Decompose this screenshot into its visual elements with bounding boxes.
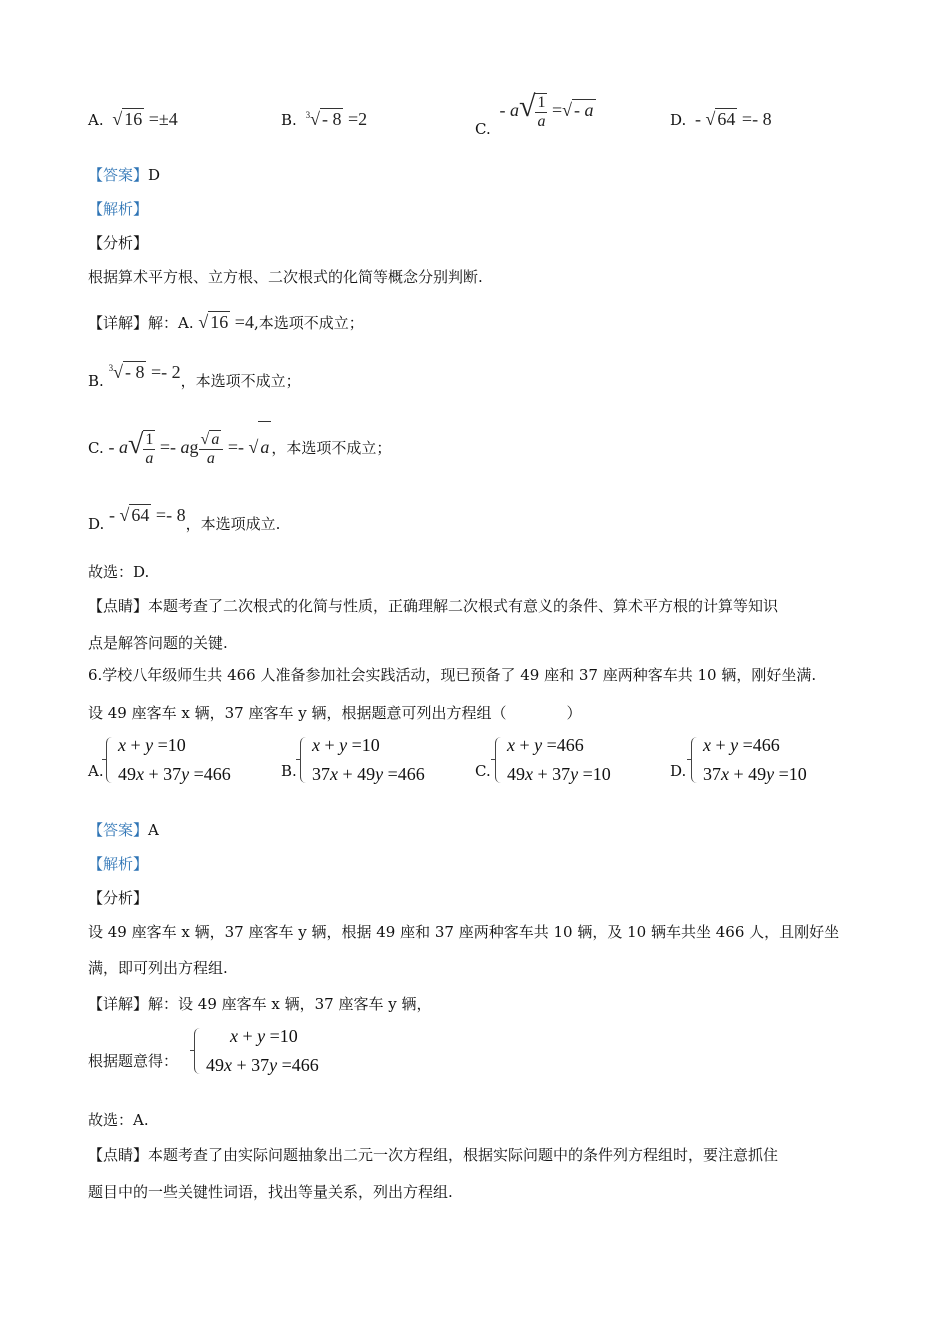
detail-b-label: B. <box>88 372 104 390</box>
detail-b-suffix: ，本选项不成立； <box>180 372 301 390</box>
dianjing-text: 本题考查了由实际问题抽象出二元一次方程组，根据实际问题中的条件列方程组时，要注意抓住 <box>148 1146 779 1164</box>
q6-fenxi-2: 满，即可列出方程组. <box>88 959 228 977</box>
q6-stem-2: 设 49 座客车 x 辆，37 座客车 y 辆，根据题意可列出方程组（ ） <box>88 704 582 722</box>
answer-value: D <box>148 166 161 184</box>
detail-c-suffix: ，本选项不成立； <box>271 439 392 457</box>
q5-option-b <box>281 108 367 130</box>
q6-detail-2: 根据题意得： <box>88 1052 179 1070</box>
option-label: A. <box>88 111 104 129</box>
detail-tag: 【详解】 <box>88 995 149 1013</box>
answer-value: A <box>148 821 159 839</box>
q5-detail-b <box>88 362 301 391</box>
q5-dianjing-1 <box>88 596 778 616</box>
q5-detail-a <box>88 311 364 333</box>
answer-tag: 【答案】 <box>88 166 149 184</box>
q6-option-b-system: x + y =10 37x + 49y =466 <box>298 735 458 789</box>
detail-tag: 【详解】 <box>88 314 149 332</box>
q5-dianjing-2: 点是解答问题的关键. <box>88 634 228 652</box>
option-label: B. <box>281 111 297 129</box>
q6-choose: 故选：A. <box>88 1111 149 1129</box>
q5-option-c <box>475 90 596 138</box>
q6-option-d-label: D. <box>670 762 687 780</box>
detail-d-math: - √ 64 =- 8 <box>109 505 186 525</box>
q5-answer <box>88 165 160 185</box>
option-c-math: - a√ $\frac{1}{a}$ =√ - a <box>499 90 594 130</box>
detail-a-math: √ 16 =4 <box>198 312 254 332</box>
q6-option-d-system: x + y =466 37x + 49y =10 <box>689 735 849 789</box>
q6-detail-1 <box>88 994 432 1014</box>
dianjing-text: 本题考查了二次根式的化简与性质，正确理解二次根式有意义的条件、算术平方根的计算等知识 <box>148 597 779 615</box>
answer-tag: 【答案】 <box>88 821 149 839</box>
detail-d-suffix: ，本选项成立. <box>185 515 281 533</box>
q5-fenxi-text: 根据算术平方根、立方根、二次根式的化简等概念分别判断. <box>88 268 483 286</box>
q6-dianjing-1 <box>88 1145 778 1165</box>
dianjing-tag: 【点睛】 <box>88 597 149 615</box>
q6-stem-1: 6.学校八年级师生共 466 人准备参加社会实践活动，现已预备了 49 座和 37 座两种客车共 10 辆，刚好坐满. <box>88 666 817 684</box>
q6-answer <box>88 820 159 840</box>
detail-a-suffix: ,本选项不成立； <box>253 314 364 332</box>
detail-a-prefix: 解：A. <box>148 314 194 332</box>
q6-option-a-system: x + y =10 49x + 37y =466 <box>104 735 264 789</box>
detail-b-math: $^3$√ - 8 =- 2 <box>108 362 181 382</box>
q5-fenxi-tag: 【分析】 <box>88 234 149 252</box>
option-b-math: $^3$√ - 8 =2 <box>305 109 368 129</box>
q5-option-d <box>670 108 772 130</box>
q6-dianjing-2: 题目中的一些关键性词语，找出等量关系，列出方程组. <box>88 1183 453 1201</box>
q6-fenxi-1: 设 49 座客车 x 辆，37 座客车 y 辆，根据 49 座和 37 座两种客车共 10 辆，及 10 辆车共坐 466 人，且刚好坐 <box>88 923 840 941</box>
option-a-math: √ 16 =±4 <box>112 109 178 129</box>
q6-fenxi-tag: 【分析】 <box>88 889 149 907</box>
option-d-math: - √ 64 =- 8 <box>695 109 772 129</box>
q5-analysis-tag: 【解析】 <box>88 200 149 218</box>
detail-d-label: D. <box>88 515 105 533</box>
q5-choose: 故选：D. <box>88 563 150 581</box>
option-label: D. <box>670 111 687 129</box>
q5-detail-d <box>88 505 281 534</box>
option-label: C. <box>475 120 491 138</box>
q6-option-a-label: A. <box>88 762 104 780</box>
detail-c-label: C. <box>88 439 104 457</box>
q6-option-c-label: C. <box>475 762 491 780</box>
detail-c-math: - a√ $\frac{1}{a}$ =- ag $\frac{√ a}{a}$ =- √ a <box>109 437 272 457</box>
q5-option-a <box>88 108 178 130</box>
q6-option-b-label: B. <box>281 762 297 780</box>
q6-option-c-system: x + y =466 49x + 37y =10 <box>493 735 653 789</box>
q6-analysis-tag: 【解析】 <box>88 855 149 873</box>
dianjing-tag: 【点睛】 <box>88 1146 149 1164</box>
q5-detail-c <box>88 420 391 473</box>
q6-detail-system: x + y =10 49x + 37y =466 <box>192 1026 352 1080</box>
detail-text: 解：设 49 座客车 x 辆，37 座客车 y 辆， <box>148 995 432 1013</box>
